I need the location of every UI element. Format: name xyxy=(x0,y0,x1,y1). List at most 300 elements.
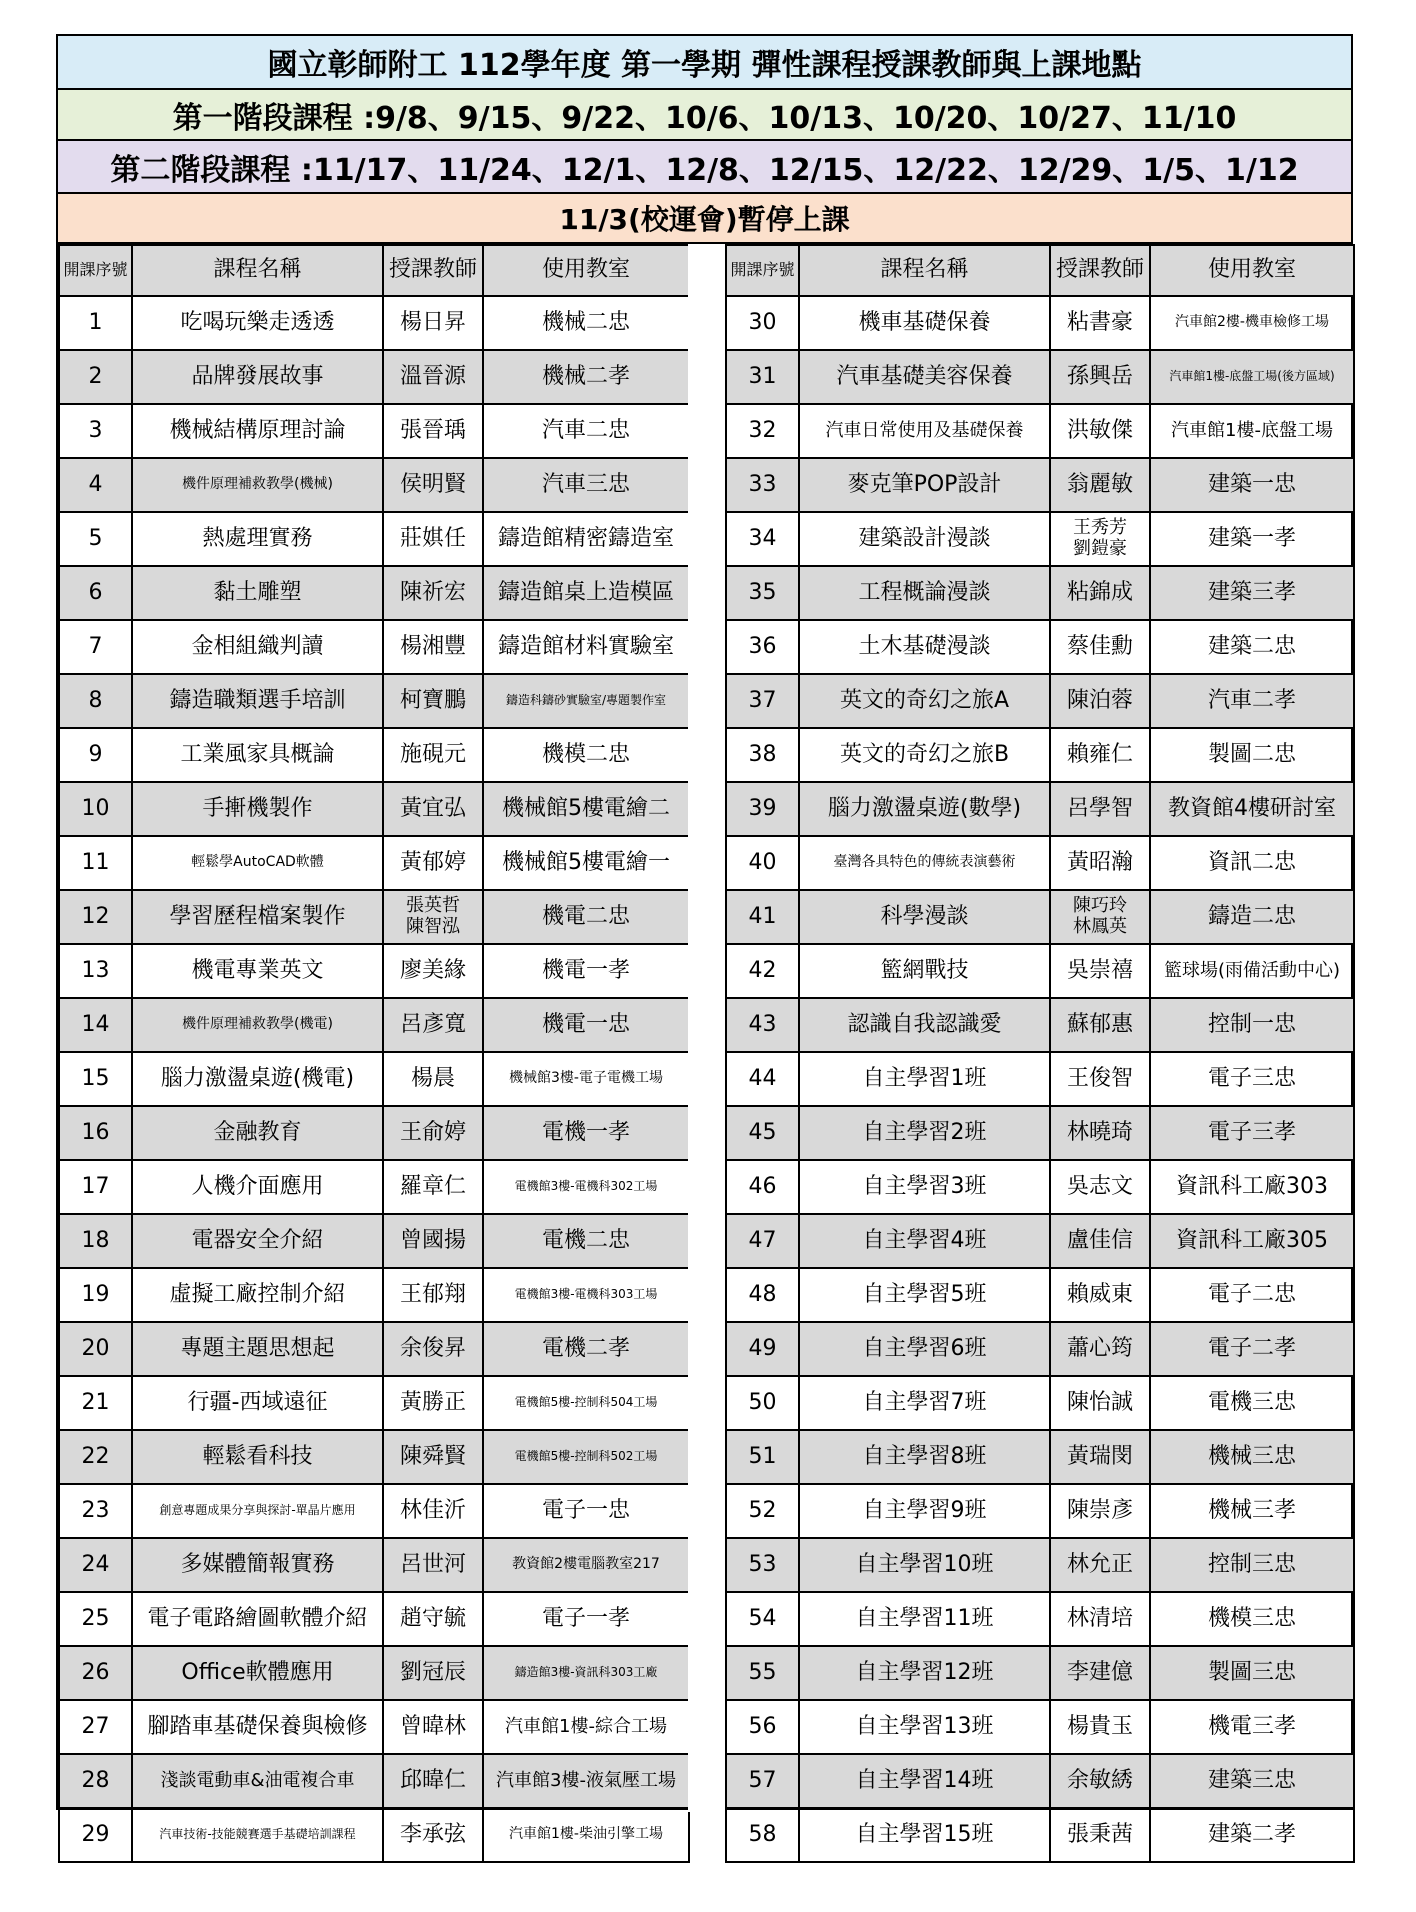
table-row xyxy=(59,782,689,836)
cell-course: 自主學習4班 xyxy=(799,1214,1050,1268)
cell-teacher: 柯寶鵬 xyxy=(383,674,483,728)
table-row xyxy=(726,1754,1354,1808)
cell-teacher: 楊湘豐 xyxy=(383,620,483,674)
cell-course: 建築設計漫談 xyxy=(799,512,1050,566)
cell-course: 機車基礎保養 xyxy=(799,296,1050,350)
cell-room: 電子三孝 xyxy=(1150,1106,1354,1160)
schedule-sheet xyxy=(56,34,1353,1847)
cell-room: 建築三孝 xyxy=(1150,566,1354,620)
phase-one-dates: 第一階段課程 :9/8、9/15、9/22、10/6、10/13、10/20、10/27、11/10 xyxy=(58,90,1351,141)
cell-course: 自主學習5班 xyxy=(799,1268,1050,1322)
cell-no: 35 xyxy=(726,566,799,620)
cell-course: 腦力激盪桌遊(數學) xyxy=(799,782,1050,836)
cell-no: 50 xyxy=(726,1376,799,1430)
cell-no: 1 xyxy=(59,296,132,350)
cell-teacher: 莊娸任 xyxy=(383,512,483,566)
cell-no: 26 xyxy=(59,1646,132,1700)
page-title: 國立彰師附工 112學年度 第一學期 彈性課程授課教師與上課地點 xyxy=(58,36,1351,90)
header-no: 開課序號 xyxy=(726,245,799,296)
cell-teacher: 張晉瑀 xyxy=(383,404,483,458)
table-row xyxy=(59,1700,689,1754)
table-row xyxy=(59,404,689,458)
cell-teacher: 洪敏傑 xyxy=(1050,404,1150,458)
cell-room: 電機三忠 xyxy=(1150,1376,1354,1430)
cell-no: 36 xyxy=(726,620,799,674)
cell-room: 汽車館1樓-柴油引擎工場 xyxy=(483,1808,689,1862)
cell-no: 33 xyxy=(726,458,799,512)
cell-teacher: 余俊昇 xyxy=(383,1322,483,1376)
cell-no: 5 xyxy=(59,512,132,566)
suspension-notice: 11/3(校運會)暫停上課 xyxy=(58,194,1351,244)
cell-room: 建築一忠 xyxy=(1150,458,1354,512)
cell-room: 機械館5樓電繪一 xyxy=(483,836,689,890)
cell-no: 23 xyxy=(59,1484,132,1538)
cell-no: 38 xyxy=(726,728,799,782)
cell-room: 機械二忠 xyxy=(483,296,689,350)
cell-course: 自主學習2班 xyxy=(799,1106,1050,1160)
cell-no: 56 xyxy=(726,1700,799,1754)
cell-teacher: 李承弦 xyxy=(383,1808,483,1862)
cell-course: 多媒體簡報實務 xyxy=(132,1538,383,1592)
table-row xyxy=(726,728,1354,782)
header-teacher: 授課教師 xyxy=(1050,245,1150,296)
cell-course: 輕鬆學AutoCAD軟體 xyxy=(132,836,383,890)
table-row xyxy=(726,620,1354,674)
table-row xyxy=(59,296,689,350)
cell-no: 47 xyxy=(726,1214,799,1268)
table-row xyxy=(59,458,689,512)
table-row xyxy=(726,1376,1354,1430)
cell-teacher: 林允正 xyxy=(1050,1538,1150,1592)
cell-room: 鑄造館精密鑄造室 xyxy=(483,512,689,566)
cell-no: 43 xyxy=(726,998,799,1052)
cell-no: 57 xyxy=(726,1754,799,1808)
table-row xyxy=(726,1052,1354,1106)
cell-no: 20 xyxy=(59,1322,132,1376)
cell-teacher: 陳舜賢 xyxy=(383,1430,483,1484)
cell-course: 自主學習14班 xyxy=(799,1754,1050,1808)
cell-room: 機械館5樓電繪二 xyxy=(483,782,689,836)
cell-room: 教資館4樓研討室 xyxy=(1150,782,1354,836)
cell-no: 7 xyxy=(59,620,132,674)
cell-room: 建築一孝 xyxy=(1150,512,1354,566)
cell-no: 32 xyxy=(726,404,799,458)
cell-teacher: 劉冠辰 xyxy=(383,1646,483,1700)
cell-room: 電子一忠 xyxy=(483,1484,689,1538)
cell-course: 機械結構原理討論 xyxy=(132,404,383,458)
cell-no: 6 xyxy=(59,566,132,620)
cell-room: 電機館5樓-控制科504工場 xyxy=(483,1376,689,1430)
table-row xyxy=(59,1754,689,1808)
table-row xyxy=(726,296,1354,350)
table-row xyxy=(59,1268,689,1322)
table-row xyxy=(59,1214,689,1268)
table-row xyxy=(726,404,1354,458)
cell-no: 14 xyxy=(59,998,132,1052)
cell-room: 建築二孝 xyxy=(1150,1808,1354,1862)
cell-teacher: 黃宜弘 xyxy=(383,782,483,836)
table-row xyxy=(726,350,1354,404)
cell-course: 腳踏車基礎保養與檢修 xyxy=(132,1700,383,1754)
cell-room: 機械二孝 xyxy=(483,350,689,404)
cell-course: 虛擬工廠控制介紹 xyxy=(132,1268,383,1322)
table-row xyxy=(59,1592,689,1646)
cell-room: 資訊科工廠305 xyxy=(1150,1214,1354,1268)
cell-no: 41 xyxy=(726,890,799,944)
cell-room: 汽車三忠 xyxy=(483,458,689,512)
table-row xyxy=(726,944,1354,998)
cell-no: 27 xyxy=(59,1700,132,1754)
table-row xyxy=(726,1430,1354,1484)
cell-course: Office軟體應用 xyxy=(132,1646,383,1700)
cell-room: 汽車二忠 xyxy=(483,404,689,458)
cell-course: 電子電路繪圖軟體介紹 xyxy=(132,1592,383,1646)
cell-teacher: 曾國揚 xyxy=(383,1214,483,1268)
cell-room: 電機館3樓-電機科302工場 xyxy=(483,1160,689,1214)
cell-teacher: 黃郁婷 xyxy=(383,836,483,890)
table-row xyxy=(59,350,689,404)
table-row xyxy=(59,1376,689,1430)
cell-room: 汽車二孝 xyxy=(1150,674,1354,728)
table-row xyxy=(726,1322,1354,1376)
cell-room: 電機二孝 xyxy=(483,1322,689,1376)
cell-teacher: 林佳沂 xyxy=(383,1484,483,1538)
cell-teacher: 邱暐仁 xyxy=(383,1754,483,1808)
table-row xyxy=(59,1322,689,1376)
cell-room: 電機館3樓-電機科303工場 xyxy=(483,1268,689,1322)
cell-course: 臺灣各具特色的傳統表演藝術 xyxy=(799,836,1050,890)
cell-no: 16 xyxy=(59,1106,132,1160)
cell-course: 電器安全介紹 xyxy=(132,1214,383,1268)
cell-no: 13 xyxy=(59,944,132,998)
cell-no: 8 xyxy=(59,674,132,728)
cell-room: 機電三孝 xyxy=(1150,1700,1354,1754)
cell-teacher: 王俞婷 xyxy=(383,1106,483,1160)
cell-room: 鑄造二忠 xyxy=(1150,890,1354,944)
cell-no: 44 xyxy=(726,1052,799,1106)
cell-teacher: 陳崇彥 xyxy=(1050,1484,1150,1538)
table-row xyxy=(726,674,1354,728)
table-row xyxy=(59,1052,689,1106)
cell-teacher: 粘書豪 xyxy=(1050,296,1150,350)
cell-room: 製圖二忠 xyxy=(1150,728,1354,782)
cell-room: 機械三孝 xyxy=(1150,1484,1354,1538)
cell-course: 金融教育 xyxy=(132,1106,383,1160)
table-row xyxy=(59,512,689,566)
table-row xyxy=(59,1538,689,1592)
cell-room: 汽車館1樓-綜合工場 xyxy=(483,1700,689,1754)
table-row xyxy=(59,566,689,620)
cell-course: 品牌發展故事 xyxy=(132,350,383,404)
cell-no: 34 xyxy=(726,512,799,566)
cell-no: 55 xyxy=(726,1646,799,1700)
table-row xyxy=(726,566,1354,620)
course-table-left xyxy=(58,244,690,1863)
cell-no: 39 xyxy=(726,782,799,836)
cell-course: 工程概論漫談 xyxy=(799,566,1050,620)
cell-no: 17 xyxy=(59,1160,132,1214)
header-no: 開課序號 xyxy=(59,245,132,296)
table-row xyxy=(726,458,1354,512)
cell-room: 電機館5樓-控制科502工場 xyxy=(483,1430,689,1484)
cell-no: 51 xyxy=(726,1430,799,1484)
cell-course: 機電專業英文 xyxy=(132,944,383,998)
cell-course: 籃網戰技 xyxy=(799,944,1050,998)
table-row xyxy=(726,890,1354,944)
table-row xyxy=(726,1808,1354,1862)
cell-room: 建築二忠 xyxy=(1150,620,1354,674)
cell-course: 淺談電動車&油電複合車 xyxy=(132,1754,383,1808)
cell-teacher: 粘錦成 xyxy=(1050,566,1150,620)
cell-course: 工業風家具概論 xyxy=(132,728,383,782)
cell-no: 18 xyxy=(59,1214,132,1268)
cell-no: 30 xyxy=(726,296,799,350)
phase-two-dates: 第二階段課程 :11/17、11/24、12/1、12/8、12/15、12/22、12/29、1/5、1/12 xyxy=(58,141,1351,194)
cell-no: 2 xyxy=(59,350,132,404)
cell-room: 汽車館2樓-機車檢修工場 xyxy=(1150,296,1354,350)
cell-room: 籃球場(雨備活動中心) xyxy=(1150,944,1354,998)
header-course: 課程名稱 xyxy=(132,245,383,296)
cell-course: 科學漫談 xyxy=(799,890,1050,944)
cell-room: 電機一孝 xyxy=(483,1106,689,1160)
cell-no: 31 xyxy=(726,350,799,404)
cell-no: 15 xyxy=(59,1052,132,1106)
cell-teacher: 楊貴玉 xyxy=(1050,1700,1150,1754)
table-row xyxy=(726,1214,1354,1268)
cell-room: 建築三忠 xyxy=(1150,1754,1354,1808)
cell-teacher: 陳巧玲 林鳳英 xyxy=(1050,890,1150,944)
cell-course: 黏土雕塑 xyxy=(132,566,383,620)
cell-teacher: 楊日昇 xyxy=(383,296,483,350)
cell-room: 製圖三忠 xyxy=(1150,1646,1354,1700)
cell-room: 控制三忠 xyxy=(1150,1538,1354,1592)
table-row xyxy=(59,620,689,674)
table-row xyxy=(59,998,689,1052)
cell-no: 40 xyxy=(726,836,799,890)
cell-teacher: 呂彥寬 xyxy=(383,998,483,1052)
table-row xyxy=(726,1268,1354,1322)
cell-teacher: 林清培 xyxy=(1050,1592,1150,1646)
table-row xyxy=(59,890,689,944)
cell-teacher: 趙守毓 xyxy=(383,1592,483,1646)
cell-course: 自主學習11班 xyxy=(799,1592,1050,1646)
cell-no: 45 xyxy=(726,1106,799,1160)
cell-room: 電機二忠 xyxy=(483,1214,689,1268)
cell-course: 英文的奇幻之旅A xyxy=(799,674,1050,728)
table-row xyxy=(59,1160,689,1214)
table-row xyxy=(726,836,1354,890)
cell-course: 手搟機製作 xyxy=(132,782,383,836)
cell-course: 英文的奇幻之旅B xyxy=(799,728,1050,782)
table-row xyxy=(59,728,689,782)
table-row xyxy=(59,944,689,998)
cell-no: 42 xyxy=(726,944,799,998)
cell-no: 9 xyxy=(59,728,132,782)
cell-room: 鑄造館桌上造模區 xyxy=(483,566,689,620)
cell-room: 教資館2樓電腦教室217 xyxy=(483,1538,689,1592)
table-row xyxy=(726,1538,1354,1592)
course-table-right xyxy=(725,244,1355,1863)
cell-teacher: 余敏綉 xyxy=(1050,1754,1150,1808)
cell-course: 吃喝玩樂走透透 xyxy=(132,296,383,350)
cell-course: 自主學習15班 xyxy=(799,1808,1050,1862)
cell-room: 鑄造館3樓-資訊科303工廠 xyxy=(483,1646,689,1700)
cell-teacher: 楊晨 xyxy=(383,1052,483,1106)
table-row xyxy=(726,1484,1354,1538)
cell-no: 24 xyxy=(59,1538,132,1592)
table-row xyxy=(59,1484,689,1538)
cell-course: 自主學習1班 xyxy=(799,1052,1050,1106)
cell-teacher: 孫興岳 xyxy=(1050,350,1150,404)
cell-course: 行疆-西域遠征 xyxy=(132,1376,383,1430)
cell-no: 11 xyxy=(59,836,132,890)
table-row xyxy=(726,998,1354,1052)
cell-room: 鑄造科鑄砂實驗室/專題製作室 xyxy=(483,674,689,728)
header-teacher: 授課教師 xyxy=(383,245,483,296)
table-row xyxy=(59,1430,689,1484)
cell-no: 25 xyxy=(59,1592,132,1646)
cell-no: 19 xyxy=(59,1268,132,1322)
cell-room: 資訊二忠 xyxy=(1150,836,1354,890)
cell-room: 汽車館1樓-底盤工場(後方區域) xyxy=(1150,350,1354,404)
cell-room: 電子二孝 xyxy=(1150,1322,1354,1376)
cell-course: 汽車基礎美容保養 xyxy=(799,350,1050,404)
cell-teacher: 陳泊蓉 xyxy=(1050,674,1150,728)
cell-teacher: 林曉琦 xyxy=(1050,1106,1150,1160)
table-row xyxy=(59,1646,689,1700)
cell-course: 腦力激盪桌遊(機電) xyxy=(132,1052,383,1106)
table-row xyxy=(726,512,1354,566)
table-row xyxy=(59,836,689,890)
cell-room: 汽車館1樓-底盤工場 xyxy=(1150,404,1354,458)
right-header-row xyxy=(726,245,1354,296)
cell-course: 鑄造職類選手培訓 xyxy=(132,674,383,728)
cell-room: 電子一孝 xyxy=(483,1592,689,1646)
cell-no: 49 xyxy=(726,1322,799,1376)
cell-teacher: 黃勝正 xyxy=(383,1376,483,1430)
cell-teacher: 翁麗敏 xyxy=(1050,458,1150,512)
cell-room: 機械館3樓-電子電機工場 xyxy=(483,1052,689,1106)
cell-teacher: 陳祈宏 xyxy=(383,566,483,620)
cell-room: 機械三忠 xyxy=(1150,1430,1354,1484)
table-row xyxy=(726,1592,1354,1646)
cell-teacher: 張秉茜 xyxy=(1050,1808,1150,1862)
cell-teacher: 施硯元 xyxy=(383,728,483,782)
cell-no: 3 xyxy=(59,404,132,458)
table-row xyxy=(726,1700,1354,1754)
cell-teacher: 盧佳信 xyxy=(1050,1214,1150,1268)
cell-no: 4 xyxy=(59,458,132,512)
table-row xyxy=(726,782,1354,836)
cell-teacher: 蕭心筠 xyxy=(1050,1322,1150,1376)
cell-teacher: 呂世河 xyxy=(383,1538,483,1592)
cell-no: 58 xyxy=(726,1808,799,1862)
table-row xyxy=(726,1160,1354,1214)
cell-no: 53 xyxy=(726,1538,799,1592)
cell-room: 機模二忠 xyxy=(483,728,689,782)
cell-teacher: 賴威東 xyxy=(1050,1268,1150,1322)
header-course: 課程名稱 xyxy=(799,245,1050,296)
cell-room: 汽車館3樓-液氣壓工場 xyxy=(483,1754,689,1808)
table-row xyxy=(726,1106,1354,1160)
cell-course: 機件原理補救教學(機械) xyxy=(132,458,383,512)
cell-course: 人機介面應用 xyxy=(132,1160,383,1214)
cell-no: 52 xyxy=(726,1484,799,1538)
cell-teacher: 曾暐林 xyxy=(383,1700,483,1754)
cell-no: 48 xyxy=(726,1268,799,1322)
cell-teacher: 吳崇禧 xyxy=(1050,944,1150,998)
cell-course: 專題主題思想起 xyxy=(132,1322,383,1376)
cell-teacher: 溫晉源 xyxy=(383,350,483,404)
cell-course: 機件原理補救教學(機電) xyxy=(132,998,383,1052)
cell-room: 控制一忠 xyxy=(1150,998,1354,1052)
cell-room: 電子二忠 xyxy=(1150,1268,1354,1322)
cell-room: 資訊科工廠303 xyxy=(1150,1160,1354,1214)
cell-course: 創意專題成果分享與探討-單晶片應用 xyxy=(132,1484,383,1538)
left-header-row xyxy=(59,245,689,296)
cell-teacher: 廖美緣 xyxy=(383,944,483,998)
cell-course: 自主學習12班 xyxy=(799,1646,1050,1700)
cell-teacher: 羅章仁 xyxy=(383,1160,483,1214)
cell-course: 金相組織判讀 xyxy=(132,620,383,674)
table-row xyxy=(59,674,689,728)
cell-no: 28 xyxy=(59,1754,132,1808)
cell-course: 自主學習10班 xyxy=(799,1538,1050,1592)
table-row xyxy=(726,1646,1354,1700)
cell-teacher: 陳怡誠 xyxy=(1050,1376,1150,1430)
cell-course: 認識自我認識愛 xyxy=(799,998,1050,1052)
cell-no: 54 xyxy=(726,1592,799,1646)
cell-room: 機電一忠 xyxy=(483,998,689,1052)
cell-teacher: 賴雍仁 xyxy=(1050,728,1150,782)
cell-no: 21 xyxy=(59,1376,132,1430)
cell-no: 22 xyxy=(59,1430,132,1484)
cell-teacher: 蘇郁惠 xyxy=(1050,998,1150,1052)
cell-teacher: 王俊智 xyxy=(1050,1052,1150,1106)
cell-teacher: 黃昭瀚 xyxy=(1050,836,1150,890)
cell-course: 汽車日常使用及基礎保養 xyxy=(799,404,1050,458)
table-row xyxy=(59,1106,689,1160)
cell-course: 汽車技術-技能競賽選手基礎培訓課程 xyxy=(132,1808,383,1862)
cell-no: 12 xyxy=(59,890,132,944)
cell-course: 自主學習6班 xyxy=(799,1322,1050,1376)
cell-teacher: 王郁翔 xyxy=(383,1268,483,1322)
cell-course: 自主學習9班 xyxy=(799,1484,1050,1538)
cell-no: 37 xyxy=(726,674,799,728)
cell-room: 機電二忠 xyxy=(483,890,689,944)
cell-teacher: 吳志文 xyxy=(1050,1160,1150,1214)
cell-teacher: 王秀芳 劉鎧豪 xyxy=(1050,512,1150,566)
cell-course: 自主學習7班 xyxy=(799,1376,1050,1430)
cell-course: 自主學習8班 xyxy=(799,1430,1050,1484)
cell-no: 46 xyxy=(726,1160,799,1214)
cell-teacher: 李建億 xyxy=(1050,1646,1150,1700)
cell-course: 自主學習3班 xyxy=(799,1160,1050,1214)
cell-course: 自主學習13班 xyxy=(799,1700,1050,1754)
table-row xyxy=(59,1808,689,1862)
cell-room: 機模三忠 xyxy=(1150,1592,1354,1646)
column-gap xyxy=(688,244,725,1812)
cell-course: 麥克筆POP設計 xyxy=(799,458,1050,512)
header-room: 使用教室 xyxy=(1150,245,1354,296)
cell-course: 熱處理實務 xyxy=(132,512,383,566)
header-room: 使用教室 xyxy=(483,245,689,296)
cell-course: 學習歷程檔案製作 xyxy=(132,890,383,944)
cell-teacher: 黃瑞閔 xyxy=(1050,1430,1150,1484)
cell-course: 輕鬆看科技 xyxy=(132,1430,383,1484)
cell-room: 鑄造館材料實驗室 xyxy=(483,620,689,674)
cell-no: 29 xyxy=(59,1808,132,1862)
